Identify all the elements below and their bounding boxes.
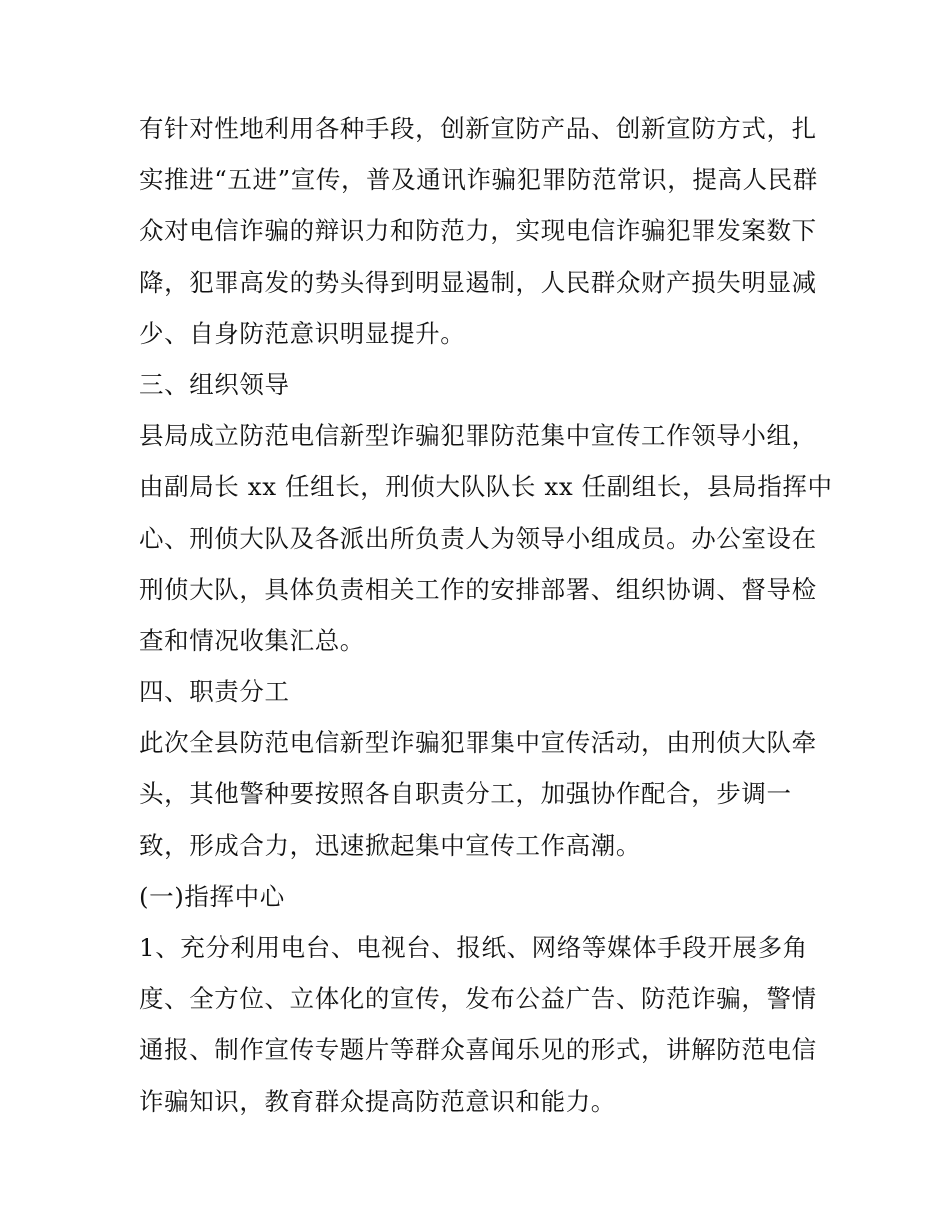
body-line: 降，犯罪高发的势头得到明显遏制，人民群众财产损失明显减: [139, 267, 817, 297]
body-line: 度、全方位、立体化的宣传，发布公益广告、防范诈骗，警情: [139, 984, 817, 1014]
body-line: 此次全县防范电信新型诈骗犯罪集中宣传活动，由刑侦大队牵: [139, 728, 817, 758]
body-line: 头，其他警种要按照各自职责分工，加强协作配合，步调一: [139, 779, 792, 809]
body-line: 众对电信诈骗的辩识力和防范力，实现电信诈骗犯罪发案数下: [139, 216, 817, 246]
body-line: 致，形成合力，迅速掀起集中宣传工作高潮。: [139, 830, 641, 860]
section-heading-organization: 三、组织领导: [139, 369, 290, 399]
body-line: 刑侦大队，具体负责相关工作的安排部署、组织协调、督导检: [139, 574, 817, 604]
body-line: 由副局长 xx 任组长，刑侦大队队长 xx 任副组长，县局指挥中: [139, 472, 833, 502]
body-line: 县局成立防范电信新型诈骗犯罪防范集中宣传工作领导小组，: [139, 421, 817, 451]
body-line: 查和情况收集汇总。: [139, 625, 365, 655]
body-line: 少、自身防范意识明显提升。: [139, 318, 466, 348]
section-heading-responsibilities: 四、职责分工: [139, 677, 290, 707]
body-line: 实推进“五进”宣传，普及通讯诈骗犯罪防范常识，提高人民群: [139, 165, 818, 195]
body-line: 诈骗知识，教育群众提高防范意识和能力。: [139, 1086, 616, 1116]
subsection-heading-command-center: (一)指挥中心: [139, 881, 285, 911]
body-line: 1、充分利用电台、电视台、报纸、网络等媒体手段开展多角: [139, 933, 808, 962]
body-line: 通报、制作宣传专题片等群众喜闻乐见的形式，讲解防范电信: [139, 1035, 817, 1065]
document-body: [139, 103, 833, 1127]
body-line: 有针对性地利用各种手段，创新宣防产品、创新宣防方式，扎: [139, 114, 817, 143]
body-line: 心、刑侦大队及各派出所负责人为领导小组成员。办公室设在: [139, 523, 817, 553]
